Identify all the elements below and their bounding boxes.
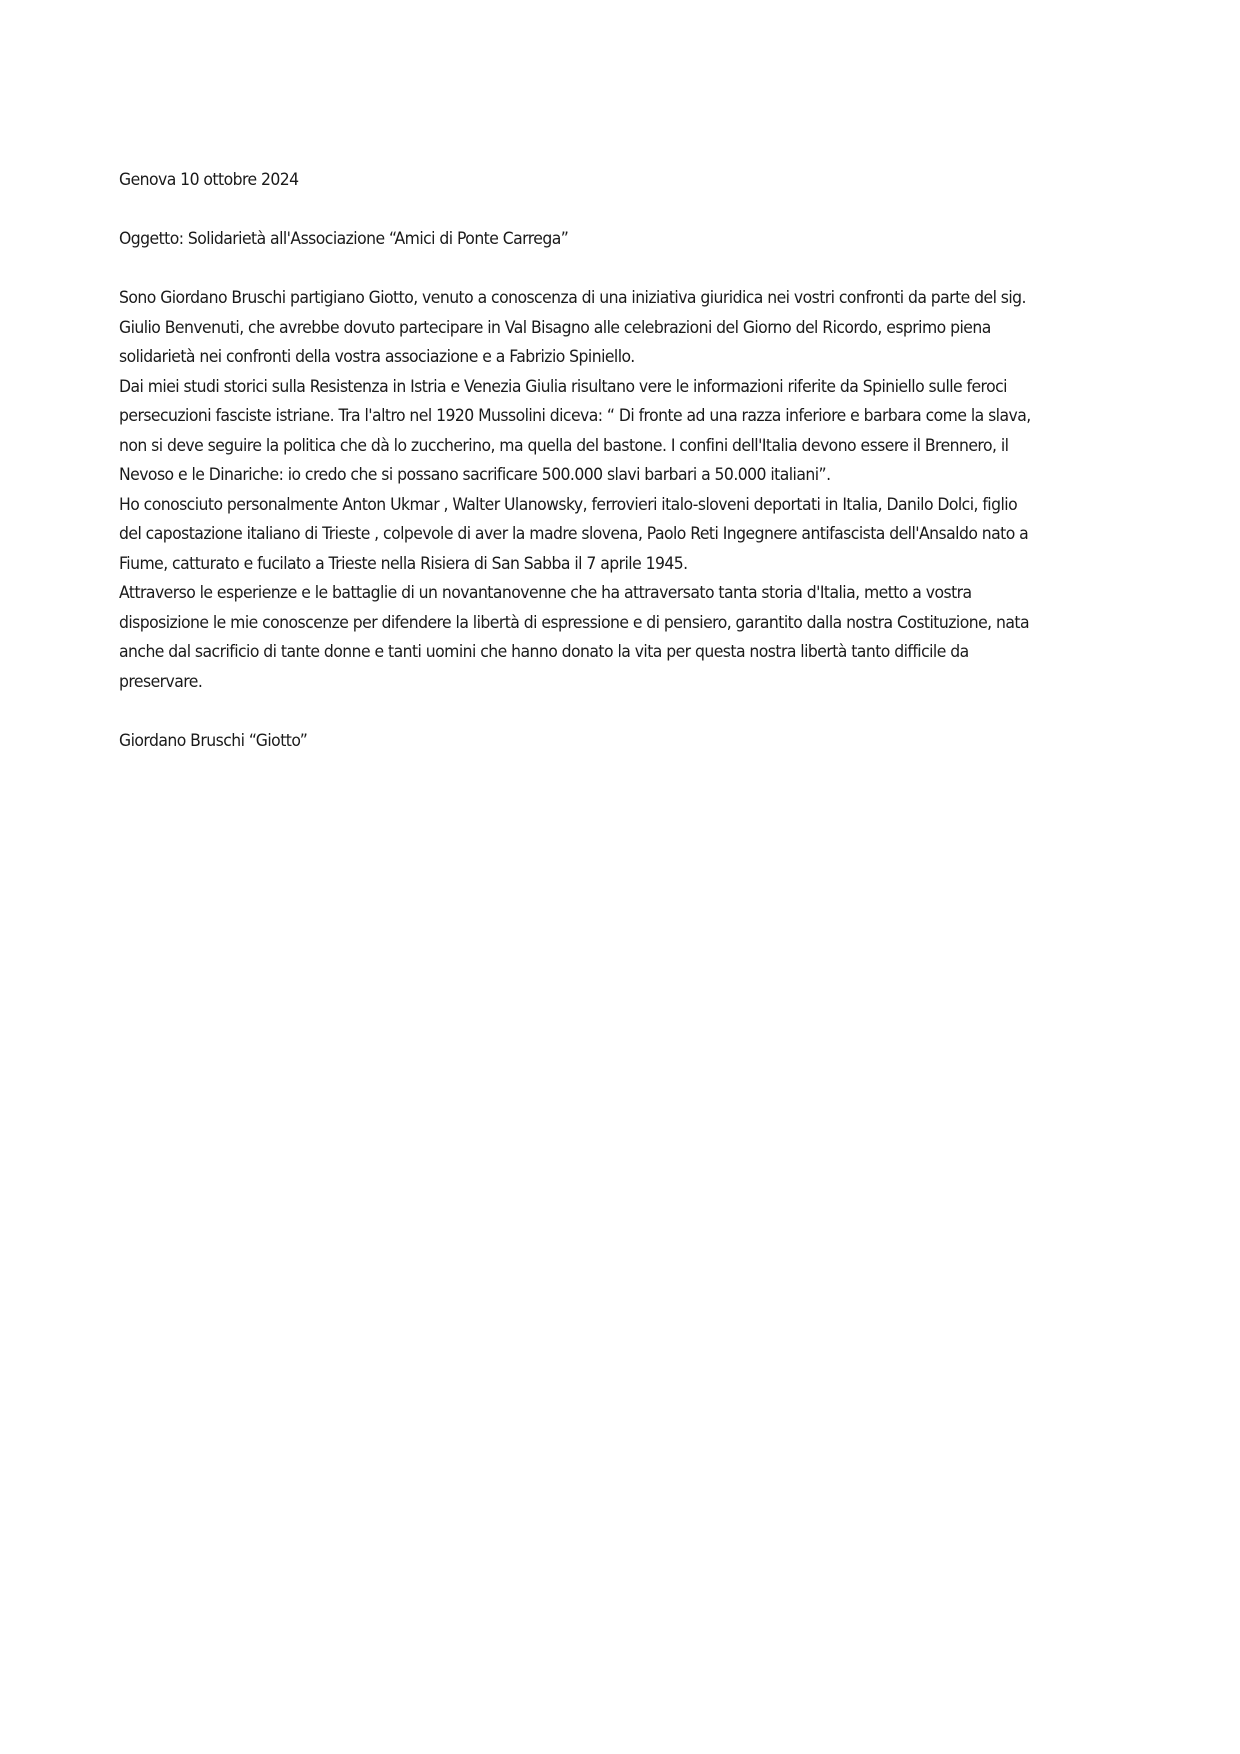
letter-subject: Oggetto: Solidarietà all'Associazione “Amici di Ponte Carrega” (119, 229, 569, 249)
spacer (119, 196, 1044, 226)
body-paragraph: Sono Giordano Bruschi partigiano Giotto, venuto a conoscenza di una iniziativa giuridica nei vostri confronti da parte del sig. Giulio Benvenuti, che avrebbe dovuto partecipare in Val Bisagno alle celebrazioni del Giorno del Ricordo, esprimo piena solidarietà nei confronti della vostra associazione e a Fabrizio Spiniello. (119, 288, 1026, 367)
body-paragraph: Ho conosciuto personalmente Anton Ukmar , Walter Ulanowsky, ferrovieri italo-sloveni deportati in Italia, Danilo Dolci, figlio del capostazione italiano di Trieste , colpevole di aver la madre slovena, Paolo Reti Ingegnere antifascista dell'Ansaldo nato a Fiume, catturato e fucilato a Trieste nella Risiera di San Sabba il 7 aprile 1945. (119, 494, 1029, 574)
body-paragraph: Dai miei studi storici sulla Resistenza in Istria e Venezia Giulia risultano vere le informazioni riferite da Spiniello sulle feroci persecuzioni fasciste istriane. Tra l'altro nel 1920 Mussolini diceva: “ Di fronte ad una razza inferiore e barbara come la slava, non si deve seguire la politica che dà lo zuccherino, ma quella del bastone. I confini dell'Italia devono essere il Brennero, il Nevoso e le Dinariche: io credo che si possano sacrificare 500.000 slavi barbari a 50.000 italiani”. (119, 376, 1031, 485)
letter-signature: Giordano Bruschi “Giotto” (119, 730, 308, 751)
letter-content (119, 166, 1044, 756)
spacer (119, 255, 1044, 285)
letter-date: Genova 10 ottobre 2024 (119, 170, 299, 190)
body-paragraph: Attraverso le esperienze e le battaglie di un novantanovenne che ha attraversato tanta storia d'Italia, metto a vostra disposizione le mie conoscenze per difendere la libertà di espressione e di pensiero, garantito dalla nostra Costituzione, nata anche dal sacrificio di tante donne e tanti uomini che hanno donato la vita per questa nostra libertà tanto difficile da preservare. (119, 583, 1029, 692)
spacer (119, 697, 1044, 727)
